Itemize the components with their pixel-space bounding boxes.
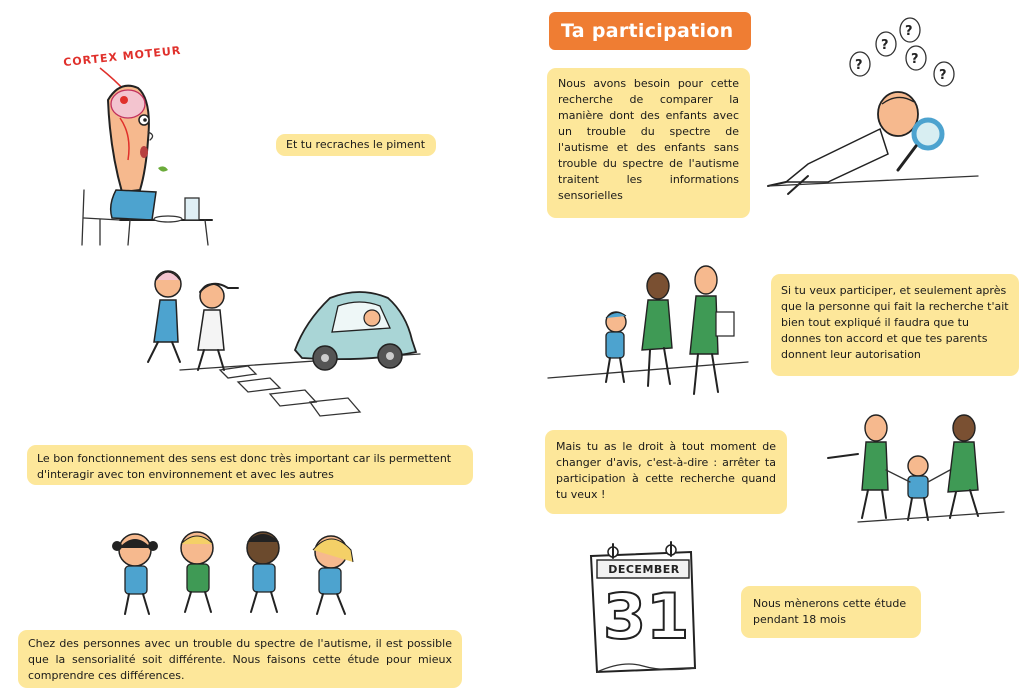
box-participer: Si tu veux participer, et seulement après que la personne qui fait la recherche t'ait bien tout expliqué il faudra que tu donnes ton accord et que tes parents donnent leur autorisation (771, 274, 1019, 376)
calendar-illustration (583, 538, 703, 678)
box-sens: Le bon fonctionnement des sens est donc très important car ils permettent d'interagir avec ton environnement et avec les autres (27, 445, 473, 485)
box-autisme: Chez des personnes avec un trouble du spectre de l'autisme, il est possible que la sensorialité soit différente. Nous faisons cette étude pour mieux comprendre ces différences. (18, 630, 462, 688)
family-illustration (548, 258, 758, 408)
calendar-month: DECEMBER (608, 563, 680, 576)
cortex-illustration (60, 40, 220, 250)
svg-text:?: ? (939, 68, 947, 83)
box-droit: Mais tu as le droit à tout moment de changer d'avis, c'est-à-dire : arrêter ta participation à cette recherche quand tu veux ! (545, 430, 787, 514)
crossing-illustration (120, 262, 440, 422)
box-piment: Et tu recraches le piment (276, 134, 436, 156)
box-duree: Nous mènerons cette étude pendant 18 mois (741, 586, 921, 638)
section-heading: Ta participation (549, 12, 751, 50)
svg-text:?: ? (905, 24, 913, 39)
calendar-day: 31 (603, 580, 690, 653)
holding-hands-illustration (828, 410, 1008, 525)
box-besoin: Nous avons besoin pour cette recherche de comparer la manière dont des enfants avec un trouble du spectre de l'autisme et des enfants sans trouble du spectre de l'autisme traitent les informations sensorielles (547, 68, 750, 218)
svg-text:?: ? (911, 52, 919, 67)
svg-text:?: ? (881, 38, 889, 53)
researcher-illustration (768, 14, 978, 194)
kids-illustration (105, 528, 380, 620)
cortex-label: CORTEX MOTEUR (62, 43, 182, 70)
svg-text:?: ? (855, 58, 863, 73)
